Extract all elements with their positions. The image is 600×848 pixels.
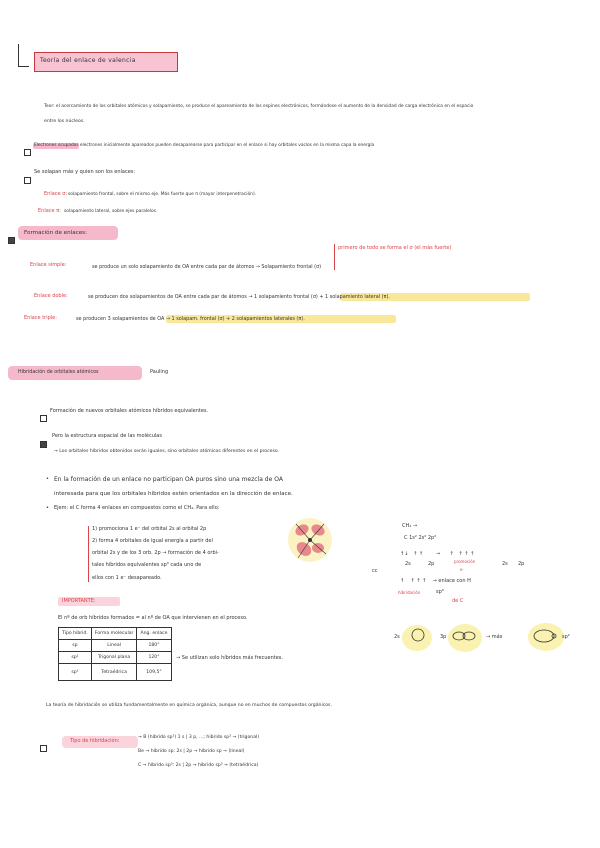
de-c-label: de C — [452, 598, 464, 604]
hyb-p4: Ejem: el C forma 4 enlaces en compuestos como el CH₄. Para ello: — [54, 505, 220, 511]
promocion-e: e⁻ — [460, 567, 465, 572]
doble-label: Enlace doble: — [34, 293, 68, 299]
cc-mark: cc — [372, 568, 378, 574]
checkbox-icon — [8, 230, 18, 249]
table-header: Forma molecular — [91, 628, 137, 640]
table-cell: sp — [59, 640, 92, 652]
step-1: 1) promociona 1 e⁻ del orbital 2s al orbital 2p — [92, 526, 207, 532]
simple-text: se produce un solo solapamiento de OA entre cada par de átomos → Solapamiento frontal (σ) — [92, 264, 322, 270]
point-2-title: Se solapan más y quien son los enlaces: — [34, 169, 136, 175]
hybridization-table — [58, 627, 172, 681]
sp2-orbital-icon — [532, 628, 558, 644]
checkbox-icon — [40, 738, 50, 757]
orbital-2s-label-b: 2s — [502, 561, 508, 567]
ch4-label: CH₄ → — [402, 523, 418, 529]
orbital-row-2: ↑ ↑ ↑ ↑ → enlace con H — [400, 578, 471, 584]
section-title: Teoría del enlace de valencia — [40, 57, 136, 64]
table-cell: Lineal — [91, 640, 137, 652]
step-2b: orbital 2s y de los 3 orb. 2p → formación de 4 orbi- — [92, 550, 219, 556]
simple-label: Enlace simple: — [30, 262, 67, 268]
hibridacion-label: hibridación — [398, 590, 421, 595]
step-2c: tales híbridos equivalentes sp³ cada uno de — [92, 562, 202, 568]
hyb-p2b: → Los orbitales híbridos obtenidos serán iguales, sino orbitales atómicos diferentes en el proceso. — [54, 449, 280, 454]
triple-text: se producen 3 solapamientos de OA → 1 solapam. frontal (σ) + 2 solapamientos laterales (π). — [76, 316, 305, 322]
hyb-p3: En la formación de un enlace no participan OA puros sino una mezcla de OA — [54, 476, 283, 483]
orbital-row-1: ↑↓ ↑ ↑ → ↑ ↑ ↑ ↑ — [400, 551, 475, 557]
diag-3p: 3p — [440, 634, 447, 640]
diag-sp2: sp² — [562, 634, 570, 640]
point-1: Electrones ocupados electrones inicialmente apareados pueden desaparearse para participar en el enlace si hay orbitales vacíos en la misma capa la energía — [34, 143, 375, 148]
doble-text: se producen dos solapamientos de OA entre cada par de átomos → 1 solapamiento frontal (σ) + 1 solapamiento lateral (π). — [88, 294, 390, 300]
checkbox-icon — [40, 408, 50, 427]
importante-label: IMPORTANTE: — [62, 598, 96, 604]
table-cell: 120° — [137, 652, 171, 664]
sp3-label: sp³ — [436, 589, 444, 595]
diag-arrow: → más — [486, 634, 503, 640]
type-c: C → híbrido sp³: 2s | 2p → híbrido sp³ → (tetraédrica) — [138, 763, 259, 768]
section-3-title: Hibridación de orbitales atómicos — [18, 370, 99, 375]
types-label: Tipo de hibridación: — [70, 738, 120, 744]
sigma-text: solapamiento frontal, sobre el mismo eje. Más fuerte que π (mayor interpenetración). — [68, 192, 257, 197]
corner-bracket-mark — [18, 44, 29, 67]
hyb-p3b: interesada para que los orbitales híbridos estén orientados en la dirección de enlace. — [54, 491, 293, 497]
orbital-2p-label-b: 2p — [518, 561, 525, 567]
annotation: primero de todo se forma el σ (el más fuerte) — [338, 245, 452, 251]
bullet-dot: • — [46, 476, 49, 482]
type-b: → B (híbrido sp²) 1 s | 3 p, ...; hibrido sp² → (trigonal) — [138, 735, 260, 740]
section-3-suffix: Pauling — [150, 369, 169, 375]
checkbox-icon — [40, 434, 50, 453]
triple-label: Enlace triple: — [24, 315, 57, 321]
promocion-label: promoción — [454, 559, 476, 564]
bullet-dot: • — [46, 505, 49, 511]
table-note: → Se utilizan solo híbridos más frecuentes. — [176, 655, 283, 661]
table-cell: Tetraédrica — [91, 664, 137, 681]
annotation-bar — [334, 244, 336, 270]
type-be: Be → híbrido sp: 2s | 2p → híbrido sp → (lineal) — [138, 749, 245, 754]
intro-text-2: entre los núcleos. — [44, 119, 85, 124]
hyb-p1: Formación de nuevos orbitales atómicos híbridos equivalentes. — [50, 408, 209, 414]
pi-label: Enlace π: — [38, 208, 61, 214]
tetrahedral-orbital-drawing — [282, 514, 338, 566]
checkbox-icon — [24, 170, 34, 189]
section-2-title: Formación de enlaces: — [24, 230, 87, 236]
hyb-p2: Pero la estructura espacial de las moléculas — [52, 433, 162, 439]
config: C 1s² 2s² 2p² — [404, 535, 437, 541]
table-header: Ang. enlace — [137, 628, 171, 640]
table-cell: 180° — [137, 640, 171, 652]
table-cell: Trigonal plana — [91, 652, 137, 664]
step-2a: 2) forma 4 orbitales de igual energía a partir del — [92, 538, 213, 544]
table-header: Tipo hibrid. — [59, 628, 92, 640]
diag-2s: 2s — [394, 634, 400, 640]
sigma-label: Enlace σ: — [44, 191, 68, 197]
table-cell: 109,5° — [137, 664, 171, 681]
final-text: La teoría de hibridación se utiliza fundamentalmente en química orgánica, aunque no en muchos de compuestos orgánicos. — [46, 703, 332, 708]
pi-text: solapamiento lateral, sobre ejes paralelos. — [64, 209, 158, 214]
orbital-2p-label: 2p — [428, 561, 435, 567]
intro-text: Teor: el acercamiento de los orbitales atómicos y solapamiento, se produce el apareamiento de los espines electrónicos, formándose el aumento de la densidad de carga electrónica en el espacio — [44, 104, 474, 109]
p-orbital-icon — [452, 628, 476, 644]
step-2d: ellos con 1 e⁻ desapareado. — [92, 575, 162, 581]
table-cell: sp² — [59, 652, 92, 664]
importante-text: El nº de orb híbridos formados = al nº de OA que intervienen en el proceso. — [58, 615, 248, 621]
s-orbital-icon — [410, 627, 426, 643]
orbital-2s-label: 2s — [405, 561, 411, 567]
table-cell: sp³ — [59, 664, 92, 681]
